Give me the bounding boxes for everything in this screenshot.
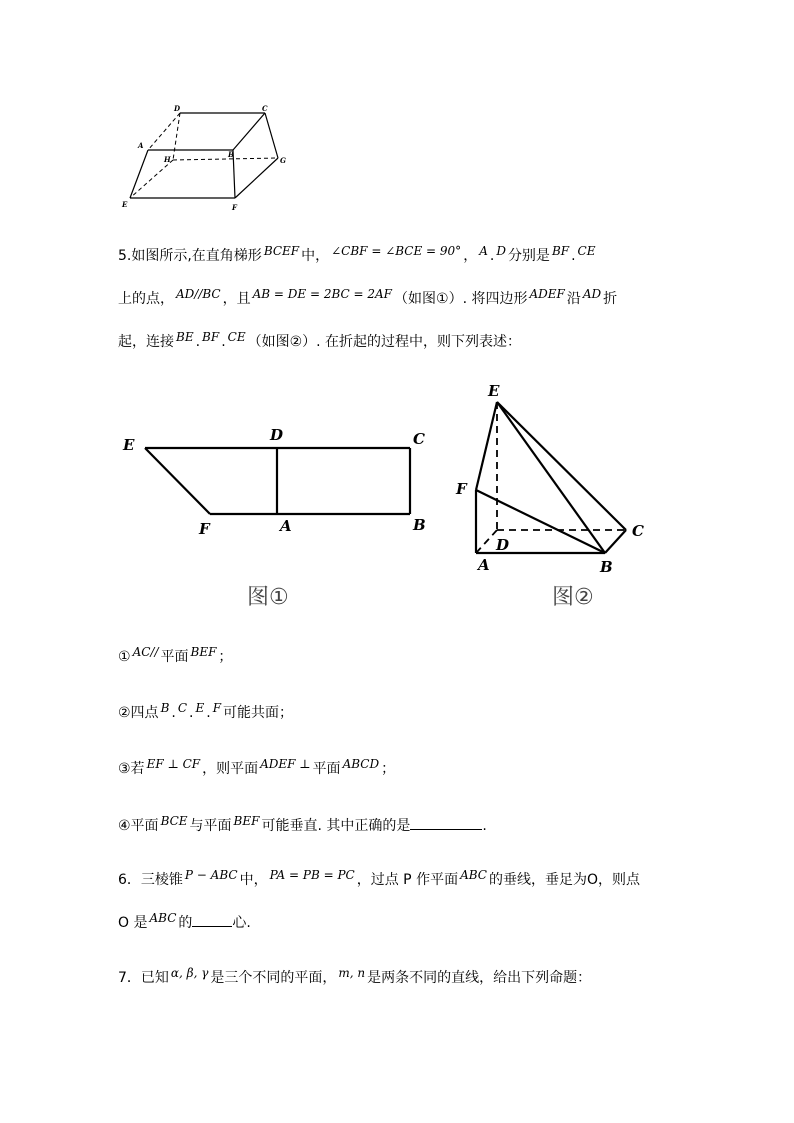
fig1-label-a: A xyxy=(280,517,292,535)
q5-line-2: 上的点， AD//BC ，且 AB = DE = 2BC = 2AF （如图①）. 将四边形 ADEF 沿 AD 折 xyxy=(118,287,618,307)
fig2-label-f: F xyxy=(456,480,467,498)
q6-line-1: 6．三棱锥 P − ABC 中， PA = PB = PC ，过点 P 作平面 ABC 的垂线，垂足为O，则点 xyxy=(118,868,640,888)
statement-2: ②四点 B . C . E . F 可能共面； xyxy=(118,701,294,721)
fig1-label-c: C xyxy=(413,430,425,448)
fig2-label-d: D xyxy=(496,536,510,554)
q5-line-3: 起，连接 BE . BF . CE （如图②）. 在折起的过程中，则下列表述： xyxy=(118,330,522,350)
q7-line-1: 7．已知 α, β, γ 是三个不同的平面， m, n 是两条不同的直线，给出下列命题： xyxy=(118,966,592,986)
fig1-label-f: F xyxy=(199,520,210,538)
frustum-figure xyxy=(110,100,310,220)
frustum-label-d: D xyxy=(174,104,181,113)
frustum-label-a: A xyxy=(138,141,144,150)
frustum-label-f: F xyxy=(232,203,237,212)
frustum-label-g: G xyxy=(280,156,286,165)
fig1-label-d: D xyxy=(270,426,284,444)
statement-1: ① AC// 平面 BEF ； xyxy=(118,645,233,665)
fig2-label-b: B xyxy=(600,558,613,576)
fig1-label-b: B xyxy=(413,516,426,534)
fig1-caption: 图① xyxy=(247,585,289,610)
fig2-caption: 图② xyxy=(552,585,594,610)
frustum-label-e: E xyxy=(122,200,128,209)
q6-line-2: O 是 ABC 的 心. xyxy=(118,911,251,931)
fig2-label-c: C xyxy=(632,522,644,540)
q5-line-1: 5.如图所示,在直角梯形 BCEF 中， ∠CBF = ∠BCE = 90° ， A . D 分别是 BF . CE xyxy=(118,244,596,264)
fig1-label-e: E xyxy=(123,436,135,454)
frustum-label-b: B xyxy=(228,150,234,159)
answer-blank xyxy=(410,815,482,830)
fig2-label-e: E xyxy=(488,382,500,400)
figure-1 xyxy=(115,420,435,620)
statement-3: ③若 EF ⊥ CF ，则平面 ADEF ⊥ 平面 ABCD ； xyxy=(118,757,396,777)
frustum-label-h: H xyxy=(164,155,171,164)
fig2-label-a: A xyxy=(478,556,490,574)
frustum-label-c: C xyxy=(262,104,268,113)
statement-4: ④平面 BCE 与平面 BEF 可能垂直. 其中正确的是 . xyxy=(118,814,487,834)
figure-2 xyxy=(450,380,670,620)
answer-blank-q6 xyxy=(192,912,232,927)
